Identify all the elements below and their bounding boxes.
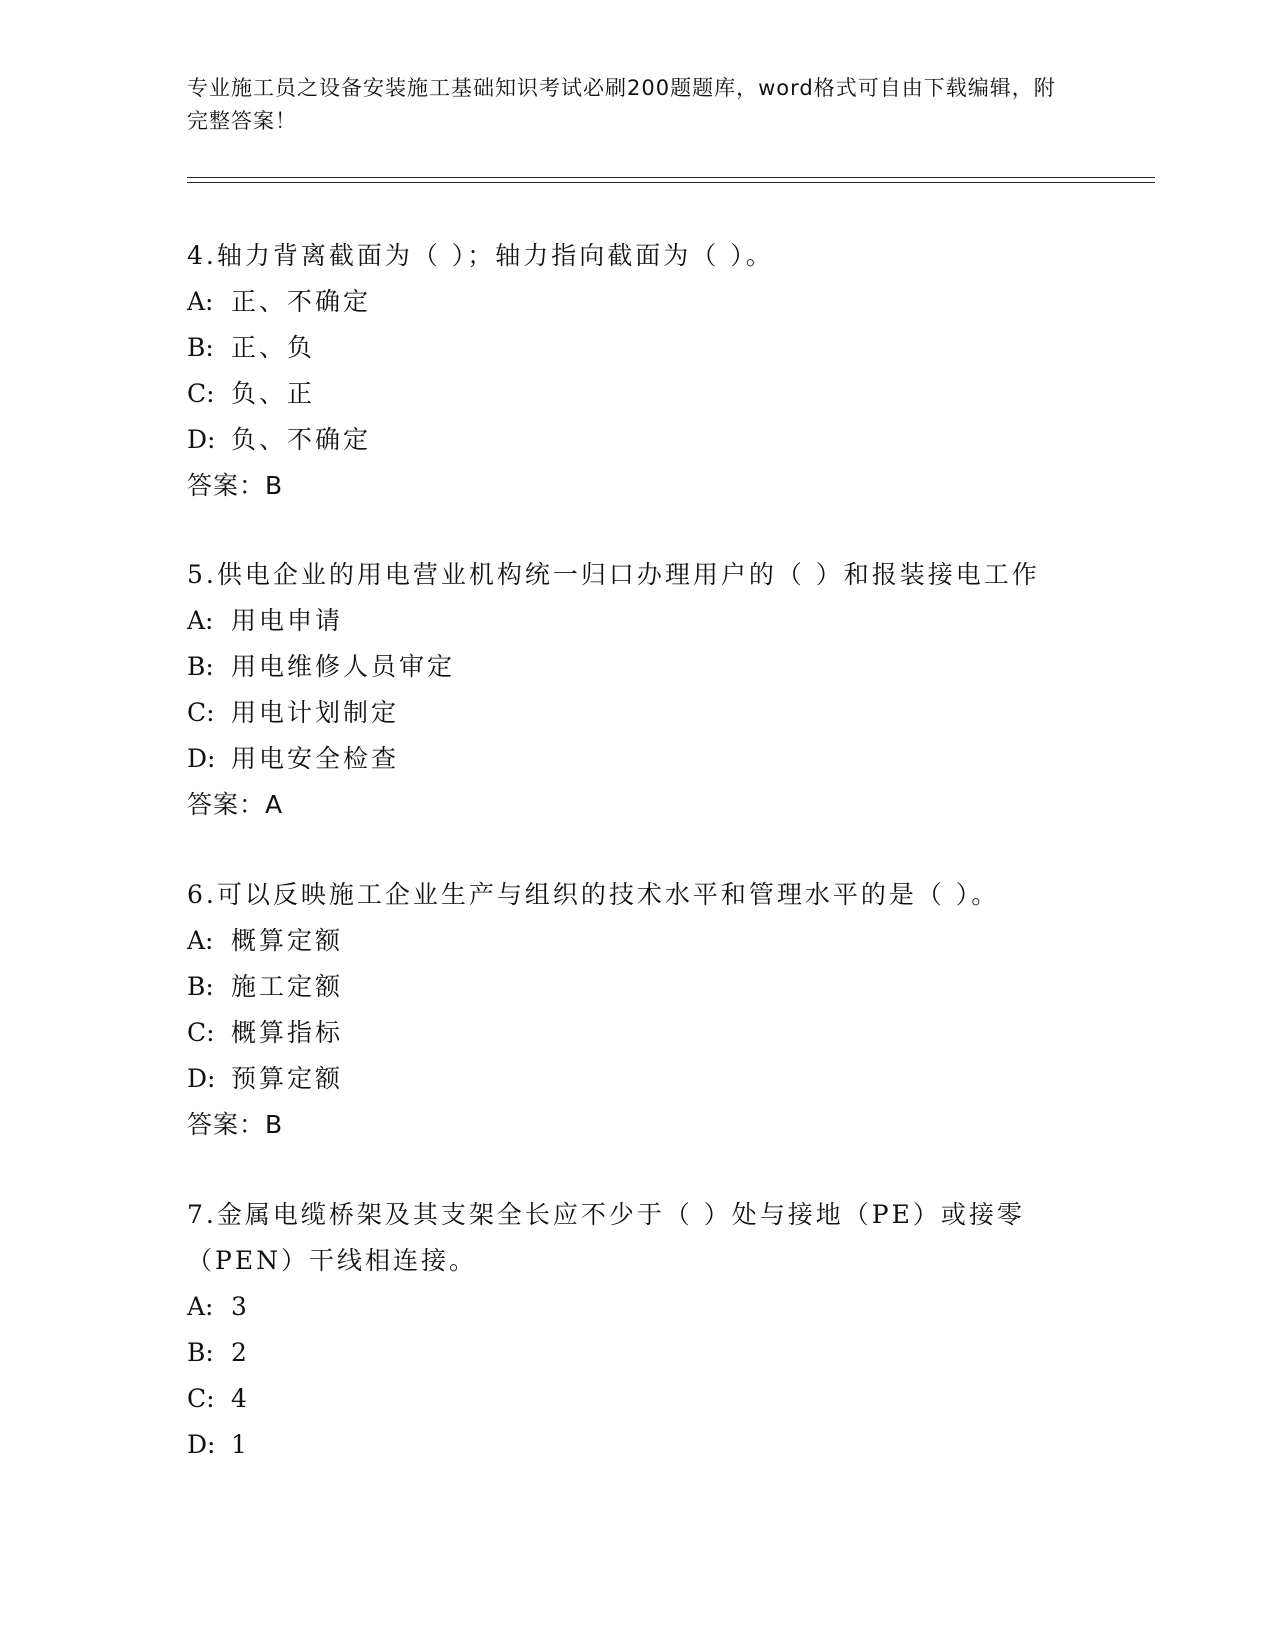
question-4 <box>187 233 1087 509</box>
option-letter: A: <box>187 606 214 635</box>
option-text: 1 <box>231 1430 250 1459</box>
option-b <box>187 325 1087 371</box>
option-c <box>187 690 1087 736</box>
option-text: 3 <box>231 1292 250 1321</box>
option-letter: B: <box>187 1338 214 1367</box>
option-text: 用电申请 <box>231 606 344 635</box>
answer-line: 答案：B <box>187 1110 284 1139</box>
option-text: 概算指标 <box>231 1018 344 1047</box>
option-b <box>187 964 1087 1010</box>
option-b <box>187 644 1087 690</box>
question-5 <box>187 552 1087 828</box>
question-stem: 6.可以反映施工企业生产与组织的技术水平和管理水平的是（ ）。 <box>187 880 1000 909</box>
option-letter: C: <box>187 1018 215 1047</box>
question-stem: 7.金属电缆桥架及其支架全长应不少于（ ）处与接地（PE）或接零（PEN）干线相连接。 <box>187 1200 1025 1275</box>
option-letter: A: <box>187 1292 214 1321</box>
option-letter: D: <box>187 744 216 773</box>
option-c <box>187 1010 1087 1056</box>
option-text: 4 <box>231 1384 250 1413</box>
option-c <box>187 1376 1087 1422</box>
option-text: 概算定额 <box>231 926 344 955</box>
option-text: 负、不确定 <box>231 425 372 454</box>
option-letter: C: <box>187 1384 215 1413</box>
option-text: 用电维修人员审定 <box>231 652 456 681</box>
option-a <box>187 918 1087 964</box>
question-7 <box>187 1192 1087 1468</box>
header-divider-top <box>187 177 1155 178</box>
option-letter: B: <box>187 652 214 681</box>
option-text: 用电安全检查 <box>231 744 400 773</box>
header-divider-bottom <box>187 182 1155 183</box>
option-b <box>187 1330 1087 1376</box>
option-letter: D: <box>187 425 216 454</box>
option-letter: B: <box>187 333 214 362</box>
option-text: 正、负 <box>231 333 316 362</box>
option-d <box>187 736 1087 782</box>
answer-line: 答案：B <box>187 471 284 500</box>
option-a <box>187 598 1087 644</box>
option-letter: B: <box>187 972 214 1001</box>
option-text: 用电计划制定 <box>231 698 400 727</box>
option-letter: D: <box>187 1064 216 1093</box>
option-letter: C: <box>187 379 215 408</box>
option-d <box>187 1422 1087 1468</box>
option-a <box>187 279 1087 325</box>
option-letter: D: <box>187 1430 216 1459</box>
question-stem: 5.供电企业的用电营业机构统一归口办理用户的（ ）和报装接电工作 <box>187 560 1040 589</box>
answer-line: 答案：A <box>187 790 284 819</box>
option-d <box>187 1056 1087 1102</box>
option-letter: A: <box>187 926 214 955</box>
option-text: 正、不确定 <box>231 287 372 316</box>
question-stem: 4.轴力背离截面为（ ）；轴力指向截面为（ ）。 <box>187 241 774 270</box>
option-a <box>187 1284 1087 1330</box>
document-header: 专业施工员之设备安装施工基础知识考试必刷200题题库，word格式可自由下载编辑，附完整答案！ <box>187 76 1056 133</box>
option-text: 2 <box>231 1338 250 1367</box>
option-c <box>187 371 1087 417</box>
option-text: 施工定额 <box>231 972 344 1001</box>
option-letter: A: <box>187 287 214 316</box>
option-d <box>187 417 1087 463</box>
option-text: 负、正 <box>231 379 316 408</box>
option-letter: C: <box>187 698 215 727</box>
option-text: 预算定额 <box>231 1064 344 1093</box>
question-6 <box>187 872 1087 1148</box>
